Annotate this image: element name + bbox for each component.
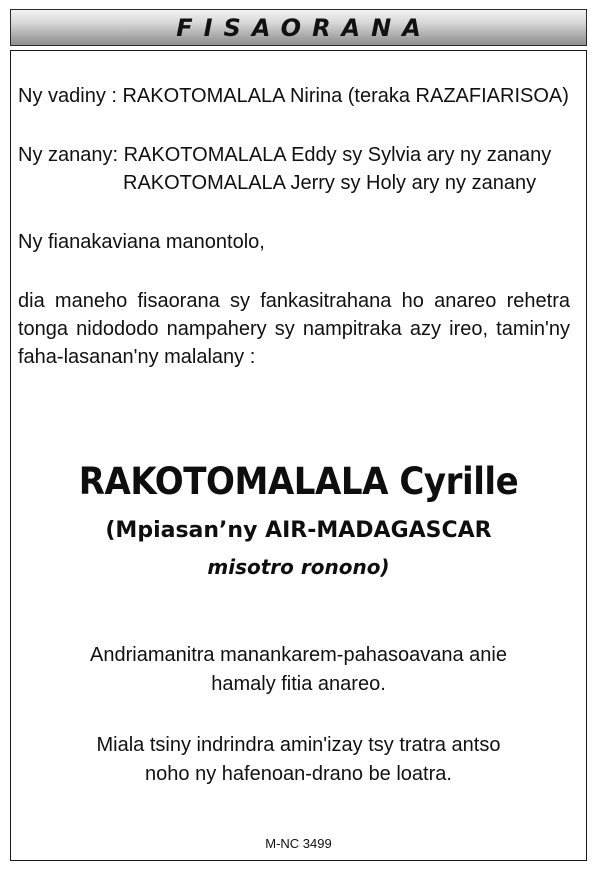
- deceased-note: misotro ronono): [207, 555, 390, 579]
- spouse-line: Ny vadiny : RAKOTOMALALA Nirina (teraka RAZAFIARISOA): [18, 85, 569, 107]
- children-line-1: Ny zanany: RAKOTOMALALA Eddy sy Sylvia ary ny zanany: [18, 144, 552, 166]
- blessing-line-2: hamaly fitia anareo.: [211, 673, 386, 695]
- family-section: [18, 82, 570, 110]
- extended-family-section: [18, 228, 570, 256]
- deceased-name: RAKOTOMALALA Cyrille: [78, 460, 519, 503]
- deceased-role: (Mpiasan’ny AIR-MADAGASCAR: [105, 518, 492, 543]
- apology-block: [10, 731, 587, 789]
- thanks-paragraph: dia maneho fisaorana sy fankasitrahana ho anareo rehetra tonga nidododo nampahery sy nampitraka azy ireo, tamin'ny faha-lasanan'ny malalany :: [18, 290, 570, 368]
- notice-title: FISAORANA: [176, 13, 432, 42]
- thanks-section: [18, 287, 570, 371]
- reference-code: M-NC 3499: [265, 836, 332, 851]
- apology-line-2: noho ny hafenoan-drano be loatra.: [145, 763, 452, 785]
- header-banner: [10, 9, 587, 46]
- extended-family-line: Ny fianakaviana manontolo,: [18, 231, 265, 253]
- apology-line-1: Miala tsiny indrindra amin'izay tsy tratra antso: [96, 734, 501, 756]
- children-line-2: RAKOTOMALALA Jerry sy Holy ary ny zanany: [123, 172, 537, 194]
- children-section: [18, 141, 570, 197]
- blessing-line-1: Andriamanitra manankarem-pahasoavana anie: [90, 644, 507, 666]
- blessing-block: [10, 641, 587, 699]
